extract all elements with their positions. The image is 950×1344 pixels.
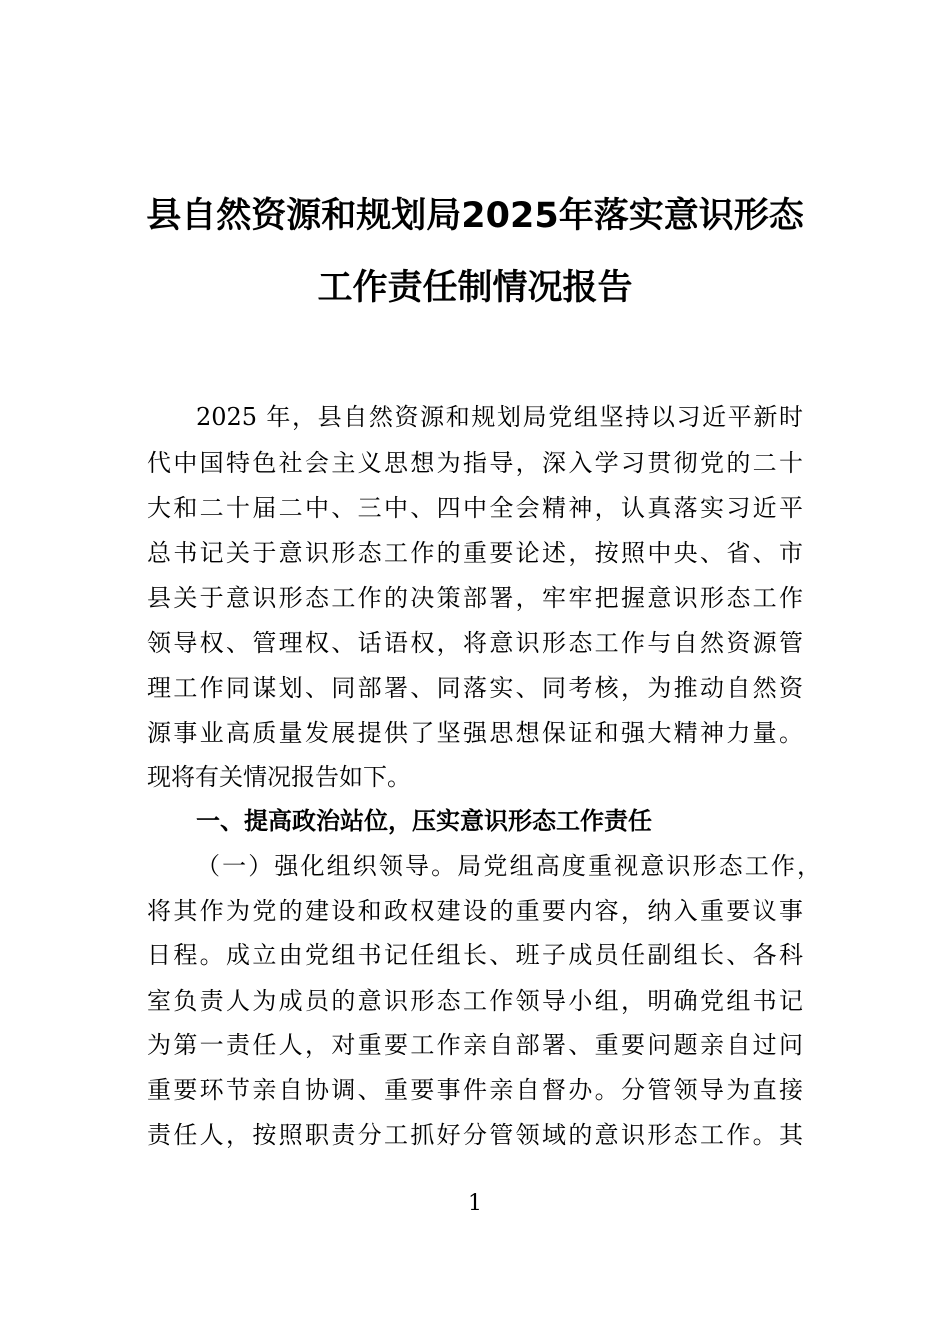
section-heading: 一、提高政治站位，压实意识形态工作责任	[196, 807, 652, 835]
paragraph-line: 重要环节亲自协调、重要事件亲自督办。分管领导为直接	[147, 1076, 803, 1104]
document-title-line-1: 县自然资源和规划局2025年落实意识形态	[146, 196, 804, 236]
paragraph-line: 源事业高质量发展提供了坚强思想保证和强大精神力量。	[147, 719, 803, 747]
subsection-line: （一）强化组织领导。局党组高度重视意识形态工作，	[196, 852, 821, 880]
paragraph-line: 2025 年，县自然资源和规划局党组坚持以习近平新时	[196, 403, 803, 431]
document-title-line-2: 工作责任制情况报告	[317, 268, 633, 308]
paragraph-line: 理工作同谋划、同部署、同落实、同考核，为推动自然资	[147, 674, 803, 702]
paragraph-line: 县关于意识形态工作的决策部署，牢牢把握意识形态工作	[147, 584, 803, 612]
paragraph-line: 室负责人为成员的意识形态工作领导小组，明确党组书记	[147, 987, 803, 1015]
paragraph-line: 将其作为党的建设和政权建设的重要内容，纳入重要议事	[147, 897, 803, 925]
paragraph-line: 总书记关于意识形态工作的重要论述，按照中央、省、市	[147, 539, 803, 567]
paragraph-line: 责任人，按照职责分工抓好分管领域的意识形态工作。其	[147, 1121, 803, 1149]
paragraph-line: 代中国特色社会主义思想为指导，深入学习贯彻党的二十	[147, 449, 803, 477]
paragraph-line: 为第一责任人，对重要工作亲自部署、重要问题亲自过问	[147, 1031, 803, 1059]
paragraph-line: 现将有关情况报告如下。	[147, 763, 411, 791]
paragraph-line: 大和二十届二中、三中、四中全会精神，认真落实习近平	[147, 494, 803, 522]
paragraph-line: 日程。成立由党组书记任组长、班子成员任副组长、各科	[147, 941, 803, 969]
page-number: 1	[468, 1191, 482, 1216]
paragraph-line: 领导权、管理权、话语权，将意识形态工作与自然资源管	[147, 629, 803, 657]
